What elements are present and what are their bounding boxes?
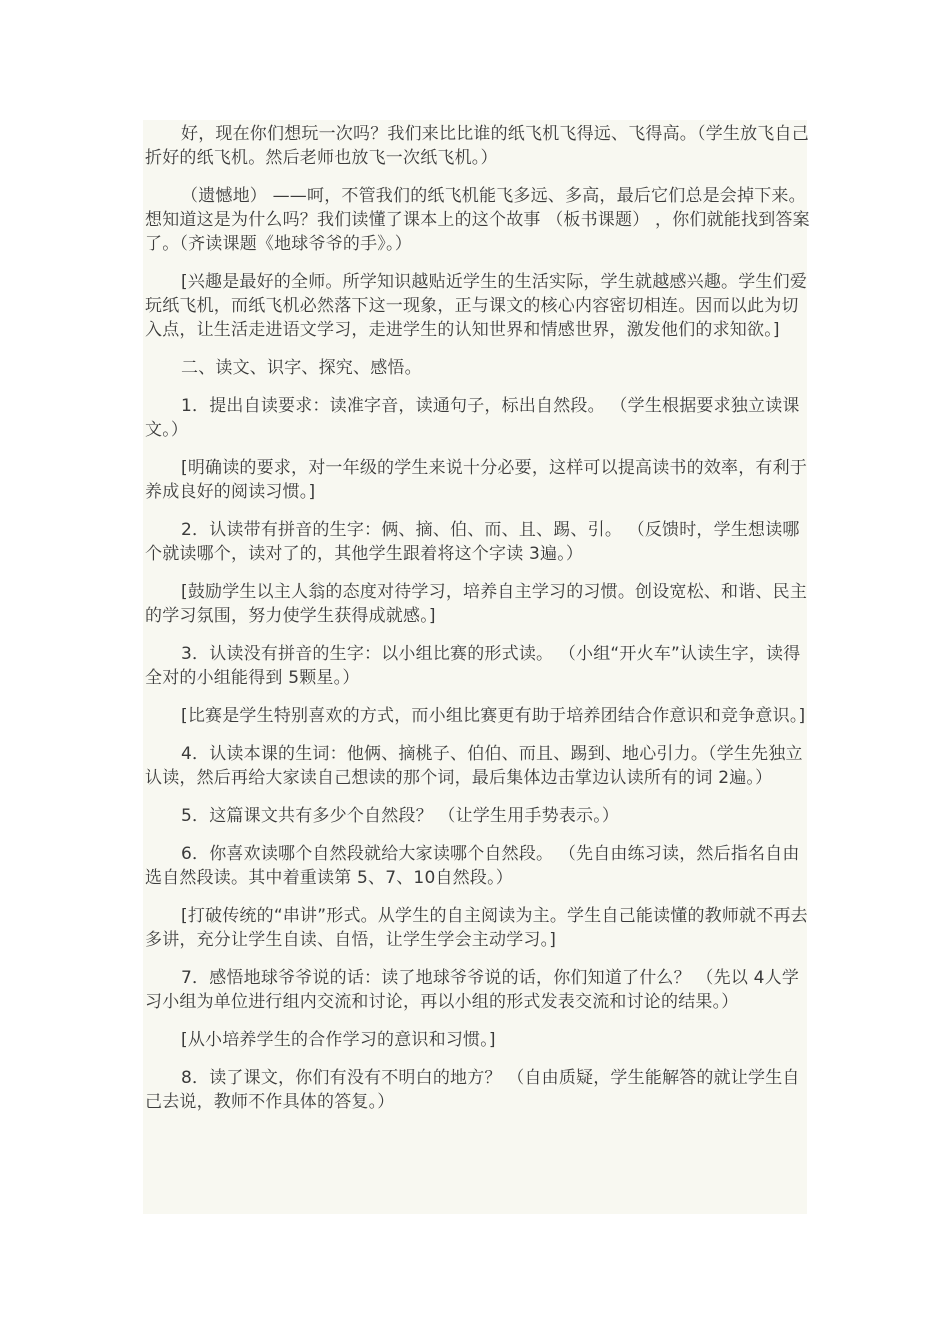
step-8: 8．读了课文，你们有没有不明白的地方？ （自由质疑，学生能解答的就让学生自己去说，教师不作具体的答复。）	[145, 1068, 800, 1112]
step-3: 3．认读没有拼音的生字：以小组比赛的形式读。 （小组“开火车”认读生字，读得全对的小组能得到 5颗星。）	[145, 644, 801, 688]
step-2: 2．认读带有拼音的生字：俩、摘、伯、而、且、踢、引。 （反馈时，学生想读哪个就读哪个，读对了的，其他学生跟着将这个字读 3遍。）	[145, 520, 800, 564]
section-heading-reading: 二、读文、识字、探究、感悟。	[181, 358, 422, 378]
paragraph-intro-play: 好，现在你们想玩一次吗？我们来比比谁的纸飞机飞得远、飞得高。（学生放飞自己折好的纸飞机。然后老师也放飞一次纸飞机。）	[145, 124, 809, 168]
document-body	[145, 122, 813, 1128]
commentary-step-6: [打破传统的“串讲”形式。从学生的自主阅读为主。学生自己能读懂的教师就不再去多讲，充分让学生自读、自悟，让学生学会主动学习。]	[145, 906, 808, 950]
commentary-step-1: [明确读的要求，对一年级的学生来说十分必要，这样可以提高读书的效率，有利于养成良好的阅读习惯。]	[145, 458, 808, 502]
step-4: 4．认读本课的生词：他俩、摘桃子、伯伯、而且、踢到、地心引力。（学生先独立认读，然后再给大家读自己想读的那个词，最后集体边击掌边认读所有的词 2遍。）	[145, 744, 803, 788]
commentary-step-2: [鼓励学生以主人翁的态度对待学习，培养自主学习的习惯。创设宽松、和谐、民主的学习氛围，努力使学生获得成就感。]	[145, 582, 808, 626]
step-7: 7．感悟地球爷爷说的话：读了地球爷爷说的话，你们知道了什么？ （先以 4人学习小组为单位进行组内交流和讨论，再以小组的形式发表交流和讨论的结果。）	[145, 968, 800, 1012]
paragraph-regret: （遗憾地） ——呵，不管我们的纸飞机能飞多远、多高，最后它们总是会掉下来。想知道这是为什么吗？我们读懂了课本上的这个故事 （板书课题） ，你们就能找到答案了。（齐读课题《地球爷爷的手》。）	[145, 186, 810, 254]
step-1: 1．提出自读要求：读准字音，读通句子，标出自然段。 （学生根据要求独立读课文。）	[145, 396, 800, 440]
step-5: 5．这篇课文共有多少个自然段？ （让学生用手势表示。）	[181, 806, 620, 826]
commentary-step-7: [从小培养学生的合作学习的意识和习惯。]	[181, 1030, 496, 1050]
paragraph-commentary-interest: [兴趣是最好的全师。所学知识越贴近学生的生活实际，学生就越感兴趣。学生们爱玩纸飞机，而纸飞机必然落下这一现象，正与课文的核心内容密切相连。因而以此为切入点，让生活走进语文学习，走进学生的认知世界和情感世界，激发他们的求知欲。]	[145, 272, 808, 340]
commentary-step-3: [比赛是学生特别喜欢的方式，而小组比赛更有助于培养团结合作意识和竞争意识。]	[181, 706, 806, 726]
step-6: 6．你喜欢读哪个自然段就给大家读哪个自然段。 （先自由练习读，然后指名自由选自然段读。其中着重读第 5、7、10自然段。）	[145, 844, 800, 888]
